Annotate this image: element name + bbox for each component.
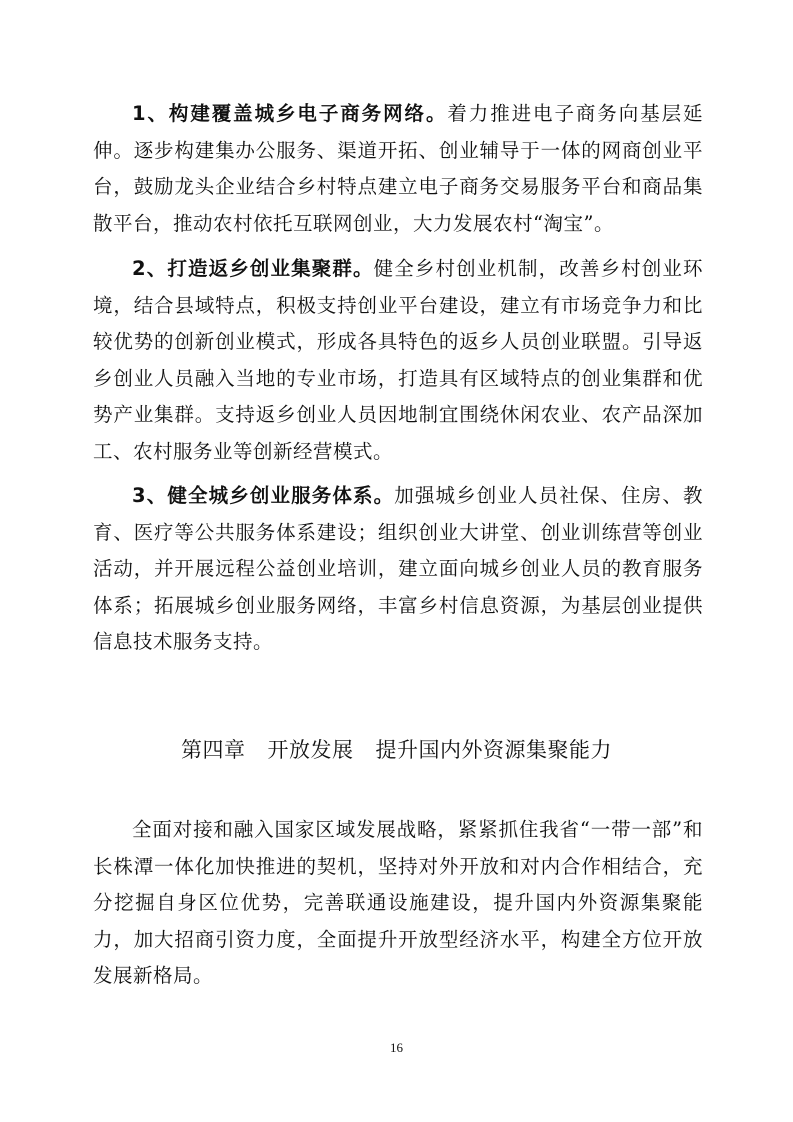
page-number: 16: [390, 1040, 403, 1055]
section-heading-1: 1、构建覆盖城乡电子商务网络。: [132, 102, 448, 125]
chapter-title-part1: 开放发展: [267, 738, 354, 762]
section-heading-3: 3、健全城乡创业服务体系。: [132, 484, 395, 507]
section-paragraph-1: [93, 96, 703, 242]
section-body-2: 健全乡村创业机制，改善乡村创业环境，结合县域特点，积极支持创业平台建设，建立有市场竞争力和比较优势的创新创业模式，形成各具特色的返乡人员创业联盟。引导返乡创业人员融入当地的专业市场，打造具有区域特点的创业集群和优势产业集群。支持返乡创业人员因地制宜围绕休闲农业、农产品深加工、农村服务业等创新经营模式。: [93, 257, 703, 463]
section-paragraph-3: [93, 478, 703, 661]
section-body-3: 加强城乡创业人员社保、住房、教育、医疗等公共服务体系建设；组织创业大讲堂、创业训练营等创业活动，并开展远程公益创业培训，建立面向城乡创业人员的教育服务体系；拓展城乡创业服务网络，丰富乡村信息资源，为基层创业提供信息技术服务支持。: [93, 484, 703, 653]
section-heading-2: 2、打造返乡创业集聚群。: [132, 257, 374, 280]
section-paragraph-2: [93, 251, 703, 470]
chapter-intro-paragraph: 全面对接和融入国家区域发展战略，紧紧抓住我省“一带一部”和长株潭一体化加快推进的契机，坚持对外开放和对内合作相结合，充分挖掘自身区位优势，完善联通设施建设，提升国内外资源集聚能力，加大招商引资力度，全面提升开放型经济水平，构建全方位开放发展新格局。: [93, 818, 703, 987]
chapter-number: 第四章: [181, 738, 246, 762]
section-body-1: 着力推进电子商务向基层延伸。逐步构建集办公服务、渠道开拓、创业辅导于一体的网商创业平台，鼓励龙头企业结合乡村特点建立电子商务交易服务平台和商品集散平台，推动农村依托互联网创业，大力发展农村“淘宝”。: [93, 102, 703, 235]
chapter-title-part2: 提升国内外资源集聚能力: [375, 738, 612, 762]
chapter-title: [0, 735, 793, 765]
